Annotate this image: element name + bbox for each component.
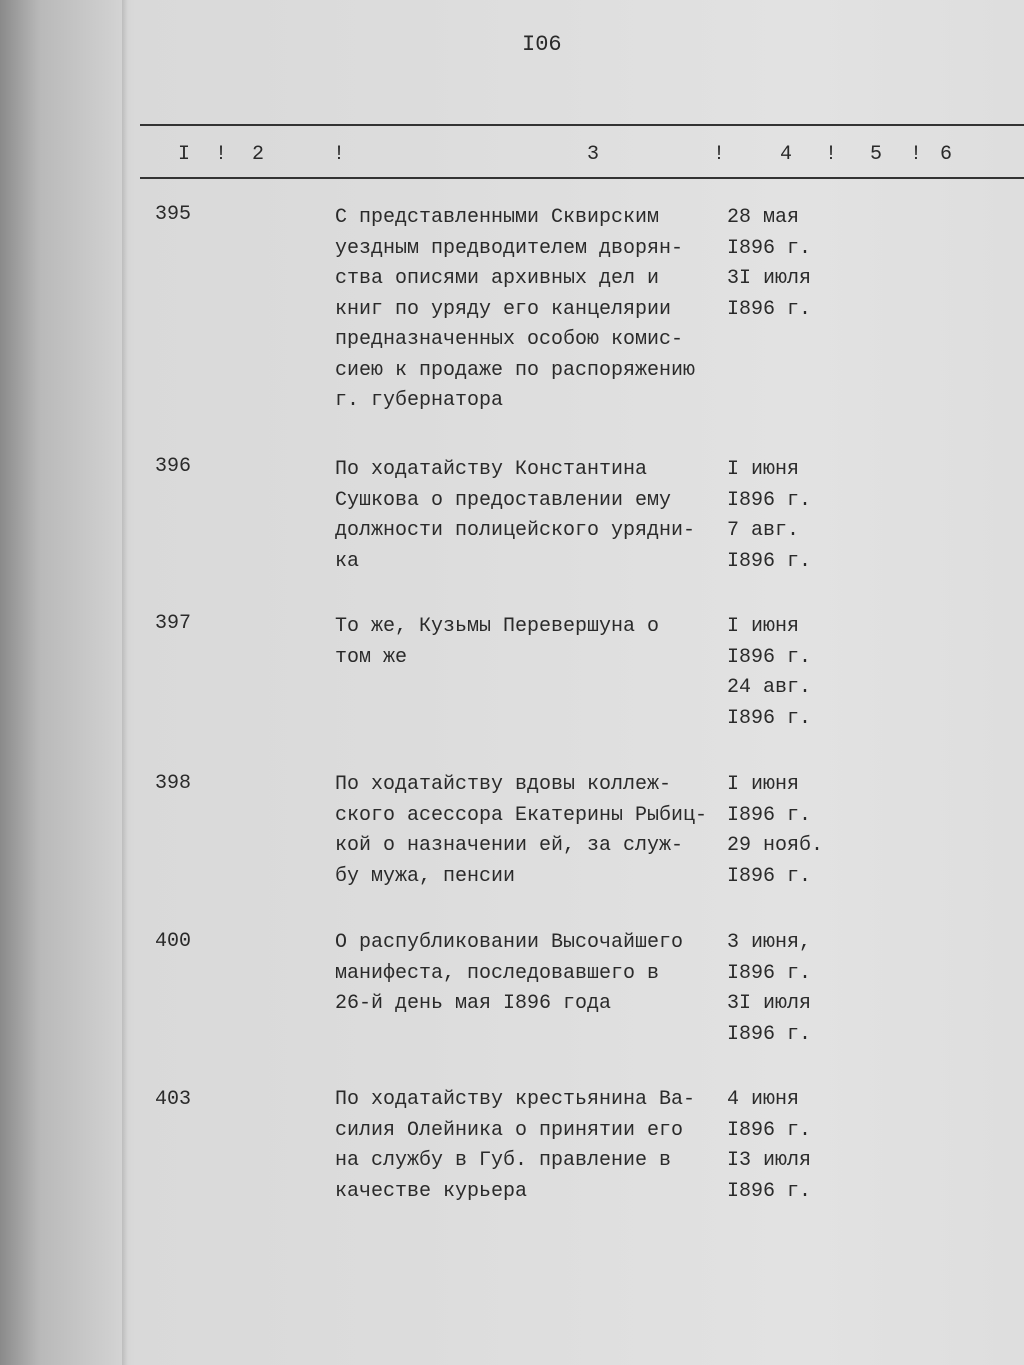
date-line: I896 г. <box>727 706 812 730</box>
description-line: предназначенных особою комис- <box>335 328 684 351</box>
description-line: С представленными Сквирским <box>335 206 660 229</box>
description-line: манифеста, последовавшего в <box>335 961 660 985</box>
col-header-1: I <box>178 143 191 166</box>
entry-description <box>335 455 735 577</box>
table-top-rule <box>140 124 1024 126</box>
description-line: По ходатайству крестьянина Ва- <box>335 1088 696 1111</box>
date-line: I896 г. <box>727 803 812 827</box>
date-line: I896 г. <box>727 864 812 888</box>
description-line: Сушкова о предоставлении ему <box>335 488 672 512</box>
description-line: ка <box>335 549 360 573</box>
entry-dates <box>727 612 811 734</box>
date-line: I896 г. <box>727 1179 812 1203</box>
col-header-4: 4 <box>780 143 793 166</box>
date-line: I896 г. <box>727 645 812 669</box>
description-line: на службу в Губ. правление в <box>335 1149 672 1172</box>
entry-dates <box>727 928 811 1050</box>
date-line: I896 г. <box>727 961 812 985</box>
col-separator: ! <box>713 143 726 166</box>
col-header-6: 6 <box>940 143 953 166</box>
date-line: 3I июля <box>727 992 812 1015</box>
date-line: I июня <box>727 458 800 481</box>
col-separator: ! <box>215 143 228 166</box>
entry-description <box>335 928 735 1020</box>
col-separator: ! <box>333 143 346 166</box>
col-header-2: 2 <box>252 143 265 166</box>
date-line: 24 авг. <box>727 676 812 699</box>
date-line: I июня <box>727 773 800 796</box>
date-line: 3 июня, <box>727 931 812 954</box>
description-line: 26-й день мая I896 года <box>335 992 612 1015</box>
description-line: ства описями архивных дел и <box>335 267 660 290</box>
description-line: бу мужа, пенсии <box>335 864 516 888</box>
entry-dates <box>727 455 811 577</box>
date-line: I3 июля <box>727 1149 812 1172</box>
description-line: г. губернатора <box>335 389 504 412</box>
date-line: I896 г. <box>727 1022 812 1046</box>
date-line: 7 авг. <box>727 519 800 542</box>
description-line: О распубликовании Высочайшего <box>335 931 684 954</box>
entry-dates <box>727 203 811 325</box>
description-line: сиею к продаже по распоряжению <box>335 358 696 382</box>
date-line: 29 нояб. <box>727 834 824 857</box>
page-number: I06 <box>522 32 562 57</box>
description-line: То же, Кузьмы Перевершуна о <box>335 615 660 638</box>
description-line: кой о назначении ей, за служ- <box>335 834 684 857</box>
entry-number: 395 <box>155 203 192 226</box>
date-line: 3I июля <box>727 267 812 290</box>
description-line: силия Олейника о принятии его <box>335 1118 684 1142</box>
date-line: I896 г. <box>727 297 812 321</box>
page-edge <box>122 0 128 1365</box>
col-header-3: 3 <box>587 143 600 166</box>
entry-number: 403 <box>155 1088 192 1111</box>
description-line: По ходатайству Константина <box>335 458 648 481</box>
entry-dates <box>727 1085 811 1207</box>
col-separator: ! <box>910 143 923 166</box>
entry-number: 398 <box>155 772 192 795</box>
description-line: уездным предводителем дворян- <box>335 236 684 260</box>
col-separator: ! <box>825 143 838 166</box>
date-line: 28 мая <box>727 206 800 229</box>
description-line: книг по уряду его канцелярии <box>335 297 672 321</box>
description-line: том же <box>335 645 408 669</box>
date-line: I896 г. <box>727 236 812 260</box>
date-line: 4 июня <box>727 1088 800 1111</box>
entry-description <box>335 203 735 417</box>
description-line: По ходатайству вдовы коллеж- <box>335 773 672 796</box>
col-header-5: 5 <box>870 143 883 166</box>
description-line: должности полицейского урядни- <box>335 519 696 542</box>
date-line: I896 г. <box>727 488 812 512</box>
entry-number: 396 <box>155 455 192 478</box>
entry-description <box>335 1085 735 1207</box>
entry-description <box>335 612 735 673</box>
entry-number: 400 <box>155 930 192 953</box>
description-line: ского асессора Екатерины Рыбиц- <box>335 803 708 827</box>
entry-number: 397 <box>155 612 192 635</box>
entry-dates <box>727 770 823 892</box>
date-line: I896 г. <box>727 549 812 573</box>
date-line: I896 г. <box>727 1118 812 1142</box>
entry-description <box>335 770 735 892</box>
date-line: I июня <box>727 615 800 638</box>
description-line: качестве курьера <box>335 1179 528 1203</box>
table-header-bottom-rule <box>140 177 1024 179</box>
